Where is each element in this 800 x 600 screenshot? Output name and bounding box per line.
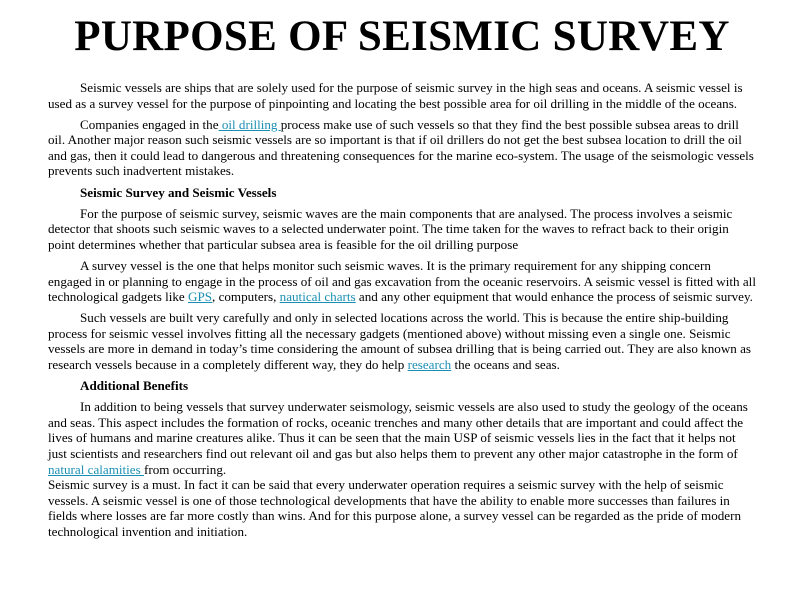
article-body	[48, 80, 756, 540]
text-segment: from occurring.	[143, 461, 227, 477]
text-segment: and any other equipment that would enhance the process of seismic survey.	[355, 289, 753, 305]
gps-link[interactable]: GPS	[187, 289, 213, 305]
paragraph-companies	[48, 117, 756, 179]
page-title: PURPOSE OF SEISMIC SURVEY	[74, 13, 730, 60]
text-segment: A survey vessel is the one that helps monitor such seismic waves. It is the primary requirement for any shipping concern engaged in or planning to engage in the process of oil and gas excavation from the oceanic reservoirs. A seismic vessel is fitted with all technological gadgets like	[48, 257, 756, 305]
text-segment: the oceans and seas.	[451, 357, 560, 372]
heading-seismic-survey: Seismic Survey and Seismic Vessels	[80, 184, 277, 200]
text-segment: Such vessels are built very carefully and only in selected locations across the world. This is because the entire ship-building process for seismic vessel involves fitting all the necessary gadgets (mentioned above) without missing even a single one. Seismic vessels are more in demand in today’s time considering the amount of subsea drilling that is being carried out. They are also known as research vessels because in a completely different way, they do help	[48, 310, 752, 372]
paragraph-survey-vessel	[48, 258, 756, 305]
paragraph-intro: Seismic vessels are ships that are solely used for the purpose of seismic survey in the high seas and oceans. A seismic vessel is used as a survey vessel for the purpose of pinpointing and locating the best possible area for oil drilling in the middle of the oceans.	[48, 80, 743, 111]
text-segment: Companies engaged in the	[80, 116, 219, 132]
paragraph-seismic-waves: For the purpose of seismic survey, seismic waves are the main components that are analysed. The process involves a seismic detector that shoots such seismic waves to a selected underwater point. The time taken for the waves to refract back to their origin point determines whether that particular subsea area is feasible for the oil drilling purpose	[48, 205, 733, 252]
text-segment: process make use of such vessels so that they find the best possible subsea areas to drill oil. Another major reason such seismic vessels are so important is that if oil drillers do not get the best subsea location to drill the oil and gas, then it could lead to dangerous and threatening consequences for the marine eco-system. The usage of the seismologic vessels prevents such inadvertent mistakes.	[48, 116, 754, 179]
paragraph-construction	[48, 310, 756, 372]
research-link[interactable]: research	[407, 357, 452, 372]
natural-calamities-link[interactable]: natural calamities	[48, 461, 144, 477]
paragraph-benefits	[48, 399, 756, 477]
paragraph-conclusion: Seismic survey is a must. In fact it can be said that every underwater operation requires a seismic survey with the help of seismic vessels. A seismic vessel is one of those technological developments that have the ability to enable more successes than failures in fields where losses are far more costly than wins. And for this purpose alone, a survey vessel can be regarded as the pride of modern technological invention and initiation.	[48, 477, 742, 539]
text-segment: , computers,	[212, 289, 280, 305]
nautical-charts-link[interactable]: nautical charts	[279, 289, 356, 305]
oil-drilling-link[interactable]: oil drilling	[218, 116, 281, 132]
heading-additional-benefits: Additional Benefits	[80, 378, 189, 394]
text-segment: In addition to being vessels that survey underwater seismology, seismic vessels are also used to study the geology of the oceans and seas. This aspect includes the formation of rocks, oceanic trenches and many other details that are important and could affect the lives of humans and marine creatures alike. Thus it can be seen that the main USP of seismic vessels lies in the fact that it helps not just scientists and researchers find out relevant oil and gas but also helps them to prevent any other major catastrophe in the form of	[48, 399, 748, 461]
